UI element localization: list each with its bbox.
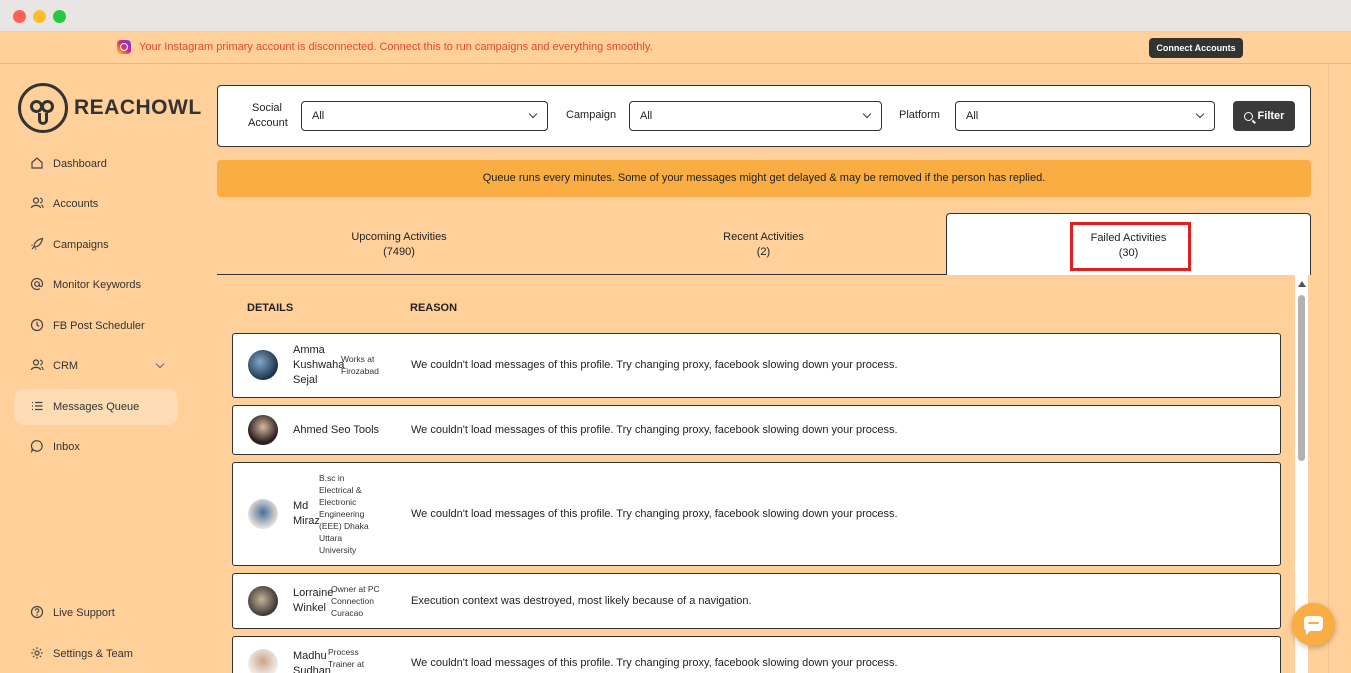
chat-icon bbox=[29, 439, 45, 455]
profile-name-line: Amma bbox=[293, 344, 325, 356]
tab-count: (2) bbox=[756, 246, 771, 258]
at-icon bbox=[29, 277, 45, 293]
clock-icon bbox=[29, 318, 45, 334]
help-icon bbox=[29, 605, 45, 621]
sidebar-item-dashboard[interactable] bbox=[14, 146, 178, 182]
users-icon bbox=[29, 358, 45, 374]
table-row[interactable] bbox=[232, 636, 1281, 673]
profile-info-line: Process bbox=[328, 647, 359, 657]
avatar bbox=[248, 649, 278, 673]
sidebar-item-label: Live Support bbox=[53, 607, 115, 619]
profile-info-line: Electronic bbox=[319, 497, 357, 507]
profile-name-line: Miraz bbox=[293, 515, 320, 527]
tab-count: (30) bbox=[1118, 247, 1139, 259]
profile-name[interactable] bbox=[293, 343, 344, 388]
table-row[interactable] bbox=[232, 462, 1281, 566]
tab-label: Failed Activities bbox=[1090, 232, 1167, 244]
campaign-value: All bbox=[640, 110, 653, 122]
sidebar-item-crm[interactable] bbox=[14, 348, 178, 384]
profile-name[interactable] bbox=[293, 499, 320, 529]
filter-button[interactable] bbox=[1233, 101, 1295, 131]
sidebar-item-label: Campaigns bbox=[53, 239, 109, 251]
home-icon bbox=[29, 156, 45, 172]
queue-notice: Queue runs every minutes. Some of your messages might get delayed & may be removed if the person has replied. bbox=[217, 160, 1311, 197]
failed-activities-table bbox=[217, 275, 1298, 673]
campaign-select[interactable] bbox=[629, 101, 882, 131]
connect-accounts-button[interactable]: Connect Accounts bbox=[1149, 38, 1243, 58]
profile-info-line: Uttara bbox=[319, 533, 343, 543]
campaign-label: Campaign bbox=[566, 109, 617, 121]
gear-icon bbox=[29, 646, 45, 662]
failure-reason: We couldn't load messages of this profile. Try changing proxy, facebook slowing down your process. bbox=[411, 424, 898, 436]
profile-info-line: University bbox=[319, 545, 357, 555]
social-account-select[interactable] bbox=[301, 101, 548, 131]
profile-name-line: Lorraine bbox=[293, 587, 334, 599]
disconnect-banner bbox=[0, 32, 1351, 64]
rocket-icon bbox=[29, 237, 45, 253]
profile-name[interactable] bbox=[293, 423, 379, 438]
chevron-down-icon[interactable] bbox=[156, 360, 164, 368]
platform-label: Platform bbox=[899, 109, 940, 121]
users-icon bbox=[29, 196, 45, 212]
table-row[interactable] bbox=[232, 573, 1281, 629]
sidebar-item-label: CRM bbox=[53, 360, 79, 372]
profile-name-line: Winkel bbox=[293, 602, 327, 614]
social-account-value: All bbox=[312, 110, 325, 122]
profile-info-line: Curacao bbox=[331, 608, 364, 618]
minimize-window-button[interactable] bbox=[33, 10, 46, 23]
failure-reason: We couldn't load messages of this profile. Try changing proxy, facebook slowing down your process. bbox=[411, 508, 898, 520]
chat-widget-button[interactable] bbox=[1292, 603, 1335, 646]
sidebar-item-settings-team[interactable] bbox=[14, 636, 178, 672]
social-account-label-line1: Social bbox=[252, 102, 282, 114]
sidebar-item-label: FB Post Scheduler bbox=[53, 320, 145, 332]
maximize-window-button[interactable] bbox=[53, 10, 66, 23]
tab-label: Recent Activities bbox=[723, 231, 804, 243]
sidebar-item-fb-post-scheduler[interactable] bbox=[14, 308, 178, 344]
sidebar-item-inbox[interactable] bbox=[14, 429, 178, 465]
profile-info-line: Trainer at bbox=[328, 659, 365, 669]
sidebar-item-label: Monitor Keywords bbox=[53, 279, 142, 291]
filter-button-label: Filter bbox=[1257, 110, 1285, 122]
avatar bbox=[248, 499, 278, 529]
profile-info bbox=[341, 353, 379, 377]
profile-info-line: B.sc in bbox=[319, 473, 345, 483]
reason-header: REASON bbox=[410, 302, 458, 314]
sidebar-item-label: Accounts bbox=[53, 198, 99, 210]
profile-name-line: Sudhan bbox=[293, 665, 331, 673]
sidebar-item-label: Settings & Team bbox=[53, 648, 133, 660]
profile-name-line: Ahmed Seo Tools bbox=[293, 424, 380, 436]
window-titlebar bbox=[0, 0, 1351, 32]
sidebar-item-label: Inbox bbox=[53, 441, 80, 453]
brand-name: REACHOWL bbox=[74, 96, 202, 119]
search-icon bbox=[1244, 112, 1253, 121]
profile-info-line: Engineering bbox=[319, 509, 365, 519]
tab-upcoming-activities[interactable] bbox=[217, 213, 581, 275]
avatar bbox=[248, 586, 278, 616]
instagram-icon bbox=[117, 40, 131, 54]
sidebar-item-accounts[interactable] bbox=[14, 186, 178, 222]
window-right-edge bbox=[1328, 65, 1351, 673]
profile-info-line: (EEE) Dhaka bbox=[319, 521, 369, 531]
profile-name-line: Madhu bbox=[293, 650, 327, 662]
banner-message: Your Instagram primary account is disconnected. Connect this to run campaigns and everything smoothly. bbox=[139, 41, 653, 53]
failure-reason: Execution context was destroyed, most likely because of a navigation. bbox=[411, 595, 752, 607]
profile-info-line: Firozabad bbox=[341, 366, 379, 376]
sidebar bbox=[0, 65, 202, 673]
tab-recent-activities[interactable] bbox=[581, 213, 946, 275]
profile-info-line: Electrical & bbox=[319, 485, 362, 495]
main-content bbox=[198, 65, 1328, 673]
sidebar-item-live-support[interactable] bbox=[14, 595, 178, 631]
chevron-down-icon bbox=[529, 110, 537, 118]
scroll-up-arrow-icon[interactable] bbox=[1298, 281, 1306, 287]
sidebar-item-campaigns[interactable] bbox=[14, 227, 178, 263]
details-header: DETAILS bbox=[247, 302, 294, 314]
platform-select[interactable] bbox=[955, 101, 1215, 131]
failure-reason: We couldn't load messages of this profile. Try changing proxy, facebook slowing down your process. bbox=[411, 359, 898, 371]
profile-info bbox=[328, 646, 364, 670]
profile-name-line: Md bbox=[293, 500, 309, 512]
chevron-down-icon bbox=[1196, 110, 1204, 118]
failure-reason: We couldn't load messages of this profile. Try changing proxy, facebook slowing down your process. bbox=[411, 657, 898, 669]
owl-icon bbox=[18, 83, 68, 133]
tab-label: Upcoming Activities bbox=[351, 231, 447, 243]
table-row[interactable] bbox=[232, 333, 1281, 398]
filter-bar bbox=[217, 85, 1311, 147]
profile-info-line: Owner at PC bbox=[331, 584, 380, 594]
sidebar-item-messages-queue[interactable] bbox=[14, 389, 178, 425]
profile-info bbox=[319, 472, 369, 556]
profile-name[interactable] bbox=[293, 586, 333, 616]
profile-info-line: Works at bbox=[341, 354, 375, 364]
profile-name[interactable] bbox=[293, 649, 331, 673]
close-window-button[interactable] bbox=[13, 10, 26, 23]
sidebar-item-label: Dashboard bbox=[53, 158, 107, 170]
scrollbar-thumb[interactable] bbox=[1298, 295, 1305, 461]
profile-name-line: Kushwaha bbox=[293, 359, 345, 371]
profile-name-line: Sejal bbox=[293, 374, 318, 386]
social-account-label bbox=[248, 101, 286, 131]
profile-info-line: Connection bbox=[331, 596, 375, 606]
reachowl-logo[interactable] bbox=[18, 83, 202, 133]
chevron-down-icon bbox=[863, 110, 871, 118]
social-account-label-line2: Account bbox=[248, 117, 288, 129]
highlight-box bbox=[1070, 222, 1191, 271]
sidebar-item-label: Messages Queue bbox=[53, 401, 140, 413]
avatar bbox=[248, 350, 278, 380]
table-row[interactable] bbox=[232, 405, 1281, 455]
avatar bbox=[248, 415, 278, 445]
tab-count: (7490) bbox=[383, 246, 415, 258]
sidebar-item-monitor-keywords[interactable] bbox=[14, 267, 178, 303]
profile-info bbox=[331, 583, 380, 619]
list-icon bbox=[29, 399, 45, 415]
platform-value: All bbox=[966, 110, 979, 122]
chat-bubble-icon bbox=[1304, 616, 1323, 631]
